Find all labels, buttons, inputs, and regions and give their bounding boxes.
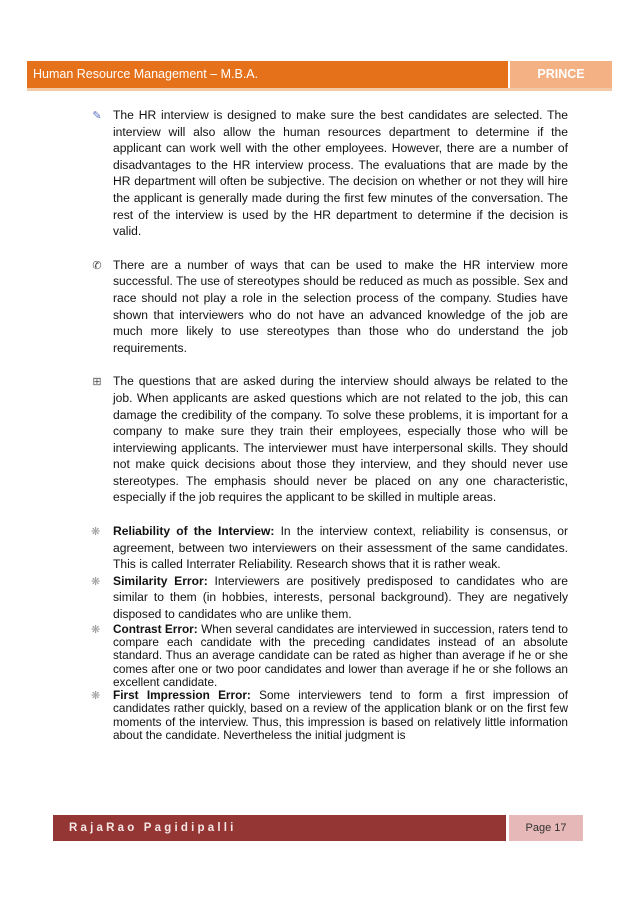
list-item <box>88 573 568 623</box>
list-item-text: When several candidates are interviewed in succession, raters tend to compare each candidate with the preceding candidates instead of an absolute standard. Thus an average candidate can be rated as higher than average if he or she comes after one or two poor candidates and lower than average if he or she follows an excellent candidate. <box>113 621 568 689</box>
paragraph-text: There are a number of ways that can be used to make the HR interview more successful. The use of stereotypes should be reduced as much as possible. Sex and race should not play a role in the selection process of the company. Studies have shown that interviewers who do not have an advanced knowledge of the job are much more likely to use stereotypes than those who do understand the job requirements. <box>113 257 568 355</box>
footer-author: RajaRao Pagidipalli <box>53 815 506 841</box>
phone-icon: ✆ <box>92 259 102 272</box>
star-bullet-icon: ❋ <box>91 526 101 539</box>
list-item-text: In the interview context, reliability is consensus, or agreement, between two interviewers on their assessment of the same candidates. This is called Interrater Reliability. Research shows that it is rather weak. <box>113 524 569 572</box>
paragraph-text: The HR interview is designed to make sure the best candidates are selected. The interview will also allow the human resources department to determine if the applicant can work well with the other employees. However, there are a number of disadvantages to the HR interview process. The evaluations that are made by the HR department will often be subjective. The decision on whether or not they will hire the applicant is generally made during the first few minutes of the conversation. The rest of the interview is used by the HR department to determine if the decision is valid. <box>113 108 568 239</box>
table-icon: ⊞ <box>92 376 102 389</box>
star-bullet-icon: ❋ <box>91 690 101 703</box>
list-item-term: Reliability of the Interview: <box>113 524 275 539</box>
header-shadow <box>27 88 612 91</box>
list-item-text: Some interviewers tend to form a first impression of candidates rather quickly, based on a review of the application blank or on the first few moments of the interview. Thus, this impression is based on relatively little information about the candidate. Nevertheless the initial judgment is <box>113 688 568 742</box>
page-footer <box>53 815 583 841</box>
list-item-term: Similarity Error: <box>113 573 208 588</box>
list-item <box>88 689 568 742</box>
paragraph <box>88 373 568 506</box>
page-number: Page 17 <box>509 815 583 841</box>
list-item <box>88 623 568 689</box>
header-author-tag: PRINCE <box>510 61 612 88</box>
star-bullet-icon: ❋ <box>91 575 101 588</box>
list-item-term: First Impression Error: <box>113 688 251 703</box>
list-item <box>88 523 568 573</box>
star-bullet-icon: ❋ <box>91 623 101 636</box>
paragraph-text: The questions that are asked during the interview should always be related to the job. When applicants are asked questions which are not related to the job, this can damage the credibility of the company. To solve these problems, it is important for a company to make sure they train their employees, especially those who will be interviewing applicants. The interviewer must have interpersonal skills. They should not make quick decisions about those they interview, and they should never use stereotypes. The emphasis should never be placed on any one characteristic, especially if the job requires the applicant to be skilled in multiple areas. <box>113 374 568 505</box>
page-content <box>88 107 568 742</box>
paragraph <box>88 107 568 240</box>
paragraph <box>88 257 568 357</box>
pencil-icon: ✎ <box>92 110 102 122</box>
error-list <box>88 523 568 742</box>
list-item-term: Contrast Error: <box>113 621 198 636</box>
list-item-text: Interviewers are positively predisposed to candidates who are similar to them (in hobbies, interests, personal background). They are negatively disposed to candidates who are unlike them. <box>113 573 568 622</box>
page-header <box>27 61 612 88</box>
header-title: Human Resource Management – M.B.A. <box>27 61 508 88</box>
